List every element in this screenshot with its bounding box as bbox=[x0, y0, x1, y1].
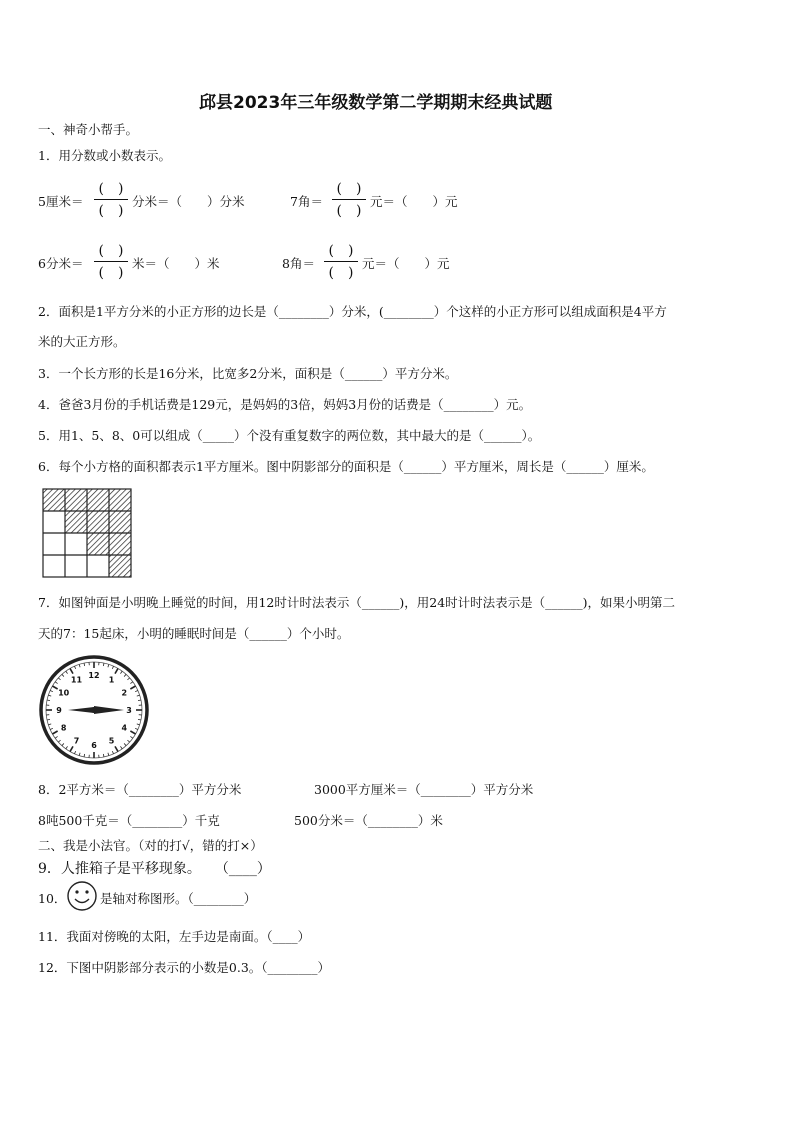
clock-tick bbox=[79, 753, 80, 756]
clock-tick bbox=[47, 700, 50, 701]
clock-tick bbox=[112, 751, 113, 754]
clock-tick bbox=[103, 663, 104, 666]
clock-tick bbox=[74, 751, 75, 754]
clock-tick bbox=[66, 746, 68, 748]
fraction-numerator-blank[interactable]: ( ) bbox=[98, 181, 124, 197]
clock-tick bbox=[108, 664, 109, 667]
question-8-c: 8吨500千克＝（________）千克 bbox=[38, 813, 220, 828]
fraction-denominator-blank[interactable]: ( ) bbox=[336, 203, 362, 219]
shaded-cell bbox=[65, 511, 87, 533]
clock-tick bbox=[48, 724, 51, 725]
smiley-face-icon bbox=[66, 880, 98, 912]
shaded-cell bbox=[87, 489, 109, 511]
clock-tick bbox=[124, 674, 126, 676]
question-11: 11．我面对傍晚的太阳，左手边是南面。（____） bbox=[38, 929, 311, 944]
question-7-line-2: 天的7：15起床，小明的睡眠时间是（______）个小时。 bbox=[38, 626, 350, 641]
shaded-cell bbox=[109, 555, 131, 577]
clock-tick bbox=[58, 678, 60, 680]
clock-tick bbox=[135, 728, 138, 729]
question-10-text: 是轴对称图形。（________） bbox=[100, 891, 257, 906]
clock-tick bbox=[108, 753, 109, 756]
clock-tick bbox=[130, 682, 132, 684]
clock-tick bbox=[127, 678, 129, 680]
clock-tick bbox=[55, 682, 57, 684]
section-1-heading: 一、神奇小帮手。 bbox=[38, 122, 139, 137]
shaded-cell bbox=[87, 511, 109, 533]
clock-tick bbox=[120, 671, 122, 673]
clock-numeral: 1 bbox=[108, 675, 115, 685]
q1-c-suffix: 米＝（ ）米 bbox=[132, 256, 220, 271]
clock-tick bbox=[62, 674, 64, 676]
fraction-numerator-blank[interactable]: ( ) bbox=[98, 243, 124, 259]
clock-tick bbox=[52, 731, 57, 734]
clock-numeral: 10 bbox=[58, 688, 70, 698]
clock-numeral: 7 bbox=[73, 736, 80, 746]
clock-numeral: 6 bbox=[91, 741, 97, 750]
clock-tick bbox=[70, 746, 73, 751]
fraction-denominator-blank[interactable]: ( ) bbox=[98, 265, 124, 281]
shaded-cell bbox=[87, 533, 109, 555]
question-6: 6．每个小方格的面积都表示1平方厘米。图中阴影部分的面积是（______）平方厘米，周长是（______）厘米。 bbox=[38, 459, 654, 474]
clock-tick bbox=[115, 746, 118, 751]
hour-hand bbox=[68, 707, 94, 713]
fraction-numerator-blank[interactable]: ( ) bbox=[328, 243, 354, 259]
clock-tick bbox=[103, 754, 104, 757]
q1-d-suffix: 元＝（ ）元 bbox=[362, 256, 450, 271]
question-2-line-1: 2．面积是1平方分米的小正方形的边长是（________）分米，(________）个这样的小正方形可以组成面积是4平方 bbox=[38, 304, 667, 319]
question-4: 4．爸爸3月份的手机话费是129元，是妈妈的3倍，妈妈3月份的话费是（________）元。 bbox=[38, 397, 532, 412]
shaded-grid-figure bbox=[42, 488, 132, 580]
clock-tick bbox=[50, 728, 53, 729]
clock-numeral: 3 bbox=[126, 706, 132, 715]
q1-d-prefix: 8角＝ bbox=[282, 256, 315, 271]
section-2-heading: 二、我是小法官。（对的打√，错的打×） bbox=[38, 838, 263, 853]
fraction-denominator-blank[interactable]: ( ) bbox=[98, 203, 124, 219]
clock-tick bbox=[137, 724, 140, 725]
q1-a-fraction bbox=[92, 178, 130, 220]
q1-a-prefix: 5厘米＝ bbox=[38, 194, 84, 209]
shaded-cell bbox=[109, 511, 131, 533]
clock-numeral: 4 bbox=[121, 723, 128, 733]
clock-tick bbox=[62, 743, 64, 745]
clock-tick bbox=[70, 668, 73, 673]
q1-a-suffix: 分米＝（ ）分米 bbox=[132, 194, 245, 209]
question-7-line-1: 7．如图钟面是小明晚上睡觉的时间，用12时计时法表示（______)，用24时计时法表示是（______)，如果小明第二 bbox=[38, 595, 676, 610]
q1-c-fraction bbox=[92, 240, 130, 282]
clock-numeral: 5 bbox=[108, 736, 115, 746]
clock-tick bbox=[138, 719, 141, 720]
clock-tick bbox=[58, 740, 60, 742]
q1-c-prefix: 6分米＝ bbox=[38, 256, 84, 271]
clock-tick bbox=[79, 664, 80, 667]
clock-tick bbox=[48, 695, 51, 696]
clock-tick bbox=[130, 736, 132, 738]
clock-face bbox=[38, 654, 150, 766]
fraction-denominator-blank[interactable]: ( ) bbox=[328, 265, 354, 281]
clock-numeral: 12 bbox=[88, 671, 100, 680]
clock-numeral: 9 bbox=[56, 706, 62, 715]
q1-d-fraction bbox=[322, 240, 360, 282]
q1-b-suffix: 元＝（ ）元 bbox=[370, 194, 458, 209]
shaded-cell bbox=[65, 489, 87, 511]
clock-tick bbox=[52, 686, 57, 689]
minute-hand bbox=[94, 706, 124, 714]
q1-b-prefix: 7角＝ bbox=[290, 194, 323, 209]
question-5: 5．用1、5、8、0可以组成（_____）个没有重复数字的两位数，其中最大的是（______）。 bbox=[38, 428, 541, 443]
question-10-number: 10． bbox=[38, 891, 67, 906]
clock-tick bbox=[112, 666, 113, 669]
fraction-numerator-blank[interactable]: ( ) bbox=[336, 181, 362, 197]
clock-numeral: 2 bbox=[121, 688, 128, 698]
clock-numeral: 8 bbox=[60, 723, 67, 733]
question-1-stem: 1．用分数或小数表示。 bbox=[38, 148, 171, 163]
clock-tick bbox=[124, 743, 126, 745]
clock-tick bbox=[115, 668, 118, 673]
clock-tick bbox=[120, 746, 122, 748]
shaded-cell bbox=[109, 533, 131, 555]
clock-tick bbox=[130, 731, 135, 734]
clock-tick bbox=[50, 690, 53, 691]
clock-tick bbox=[84, 754, 85, 757]
question-2-line-2: 米的大正方形。 bbox=[38, 334, 126, 349]
clock-tick bbox=[55, 736, 57, 738]
clock-tick bbox=[66, 671, 68, 673]
clock-tick bbox=[137, 695, 140, 696]
question-8-a: 8．2平方米＝（________）平方分米 bbox=[38, 782, 242, 797]
clock-center bbox=[91, 707, 97, 713]
clock-tick bbox=[47, 719, 50, 720]
question-9: 9．人推箱子是平移现象。 （____） bbox=[38, 861, 271, 877]
page-title: 邱县2023年三年级数学第二学期期末经典试题 bbox=[199, 93, 553, 113]
clock-tick bbox=[127, 740, 129, 742]
question-8-b: 3000平方厘米＝（________）平方分米 bbox=[314, 782, 534, 797]
clock-numeral: 11 bbox=[70, 675, 83, 685]
question-12: 12．下图中阴影部分表示的小数是0.3。（________） bbox=[38, 960, 331, 975]
clock-tick bbox=[135, 690, 138, 691]
shaded-cell bbox=[43, 489, 65, 511]
clock-tick bbox=[130, 686, 135, 689]
clock-tick bbox=[138, 700, 141, 701]
question-8-d: 500分米＝（________）米 bbox=[294, 813, 443, 828]
q1-b-fraction bbox=[330, 178, 368, 220]
question-3: 3．一个长方形的长是16分米，比宽多2分米，面积是（______）平方分米。 bbox=[38, 366, 458, 381]
clock-tick bbox=[84, 663, 85, 666]
shaded-cell bbox=[109, 489, 131, 511]
clock-tick bbox=[74, 666, 75, 669]
